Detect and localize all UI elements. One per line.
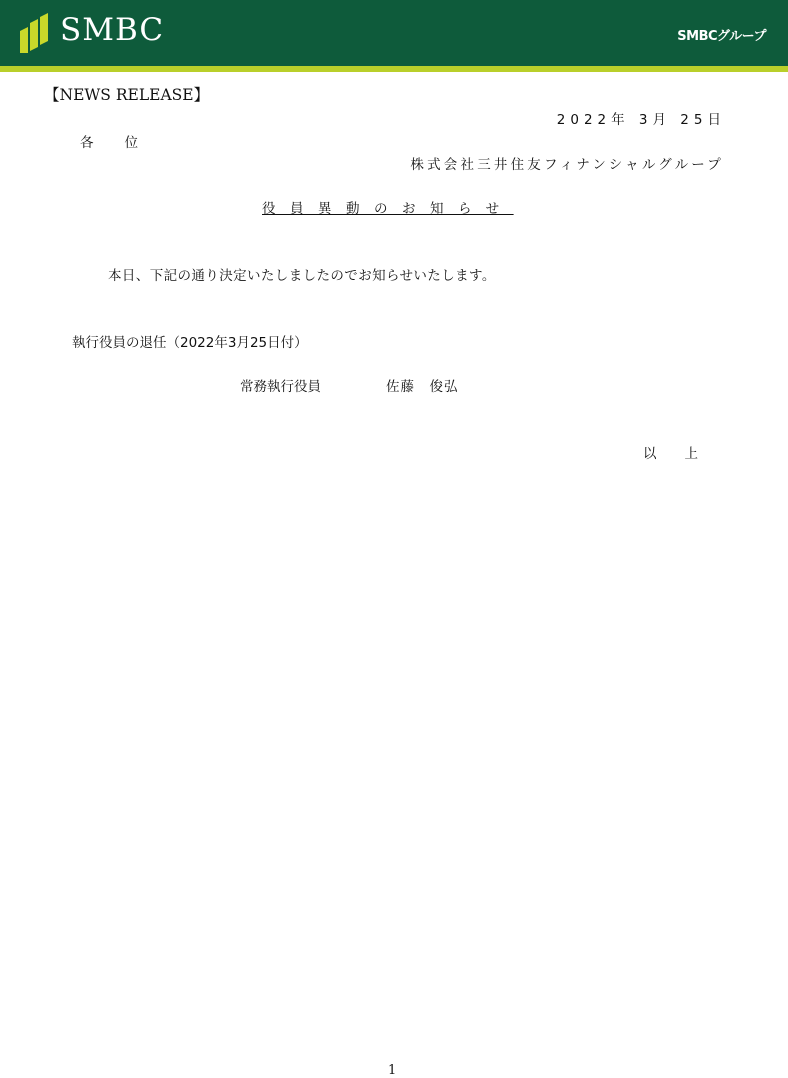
brand-name: SMBC: [60, 12, 165, 48]
document-subject: 役員異動のお知らせ: [262, 201, 514, 217]
addressee: 各位: [80, 135, 169, 151]
page-number: 1: [388, 1063, 397, 1078]
entry-name: 佐藤 俊弘: [386, 379, 459, 395]
header-band: [0, 0, 788, 66]
section-title: 執行役員の退任（2022年3月25日付）: [72, 335, 308, 351]
company-name: 株式会社三井住友フィナンシャルグループ: [410, 157, 724, 173]
body-text: 本日、下記の通り決定いたしましたのでお知らせいたします。: [108, 268, 496, 284]
news-release-label: 【NEWS RELEASE】: [44, 86, 210, 104]
header-stripe: [0, 66, 788, 72]
group-label: SMBCグループ: [677, 29, 766, 44]
closing-mark: 以上: [643, 446, 726, 462]
entry-position: 常務執行役員: [240, 379, 321, 395]
release-date: 2022年 3月 25日: [556, 112, 726, 128]
smbc-logo-icon: [20, 13, 48, 53]
